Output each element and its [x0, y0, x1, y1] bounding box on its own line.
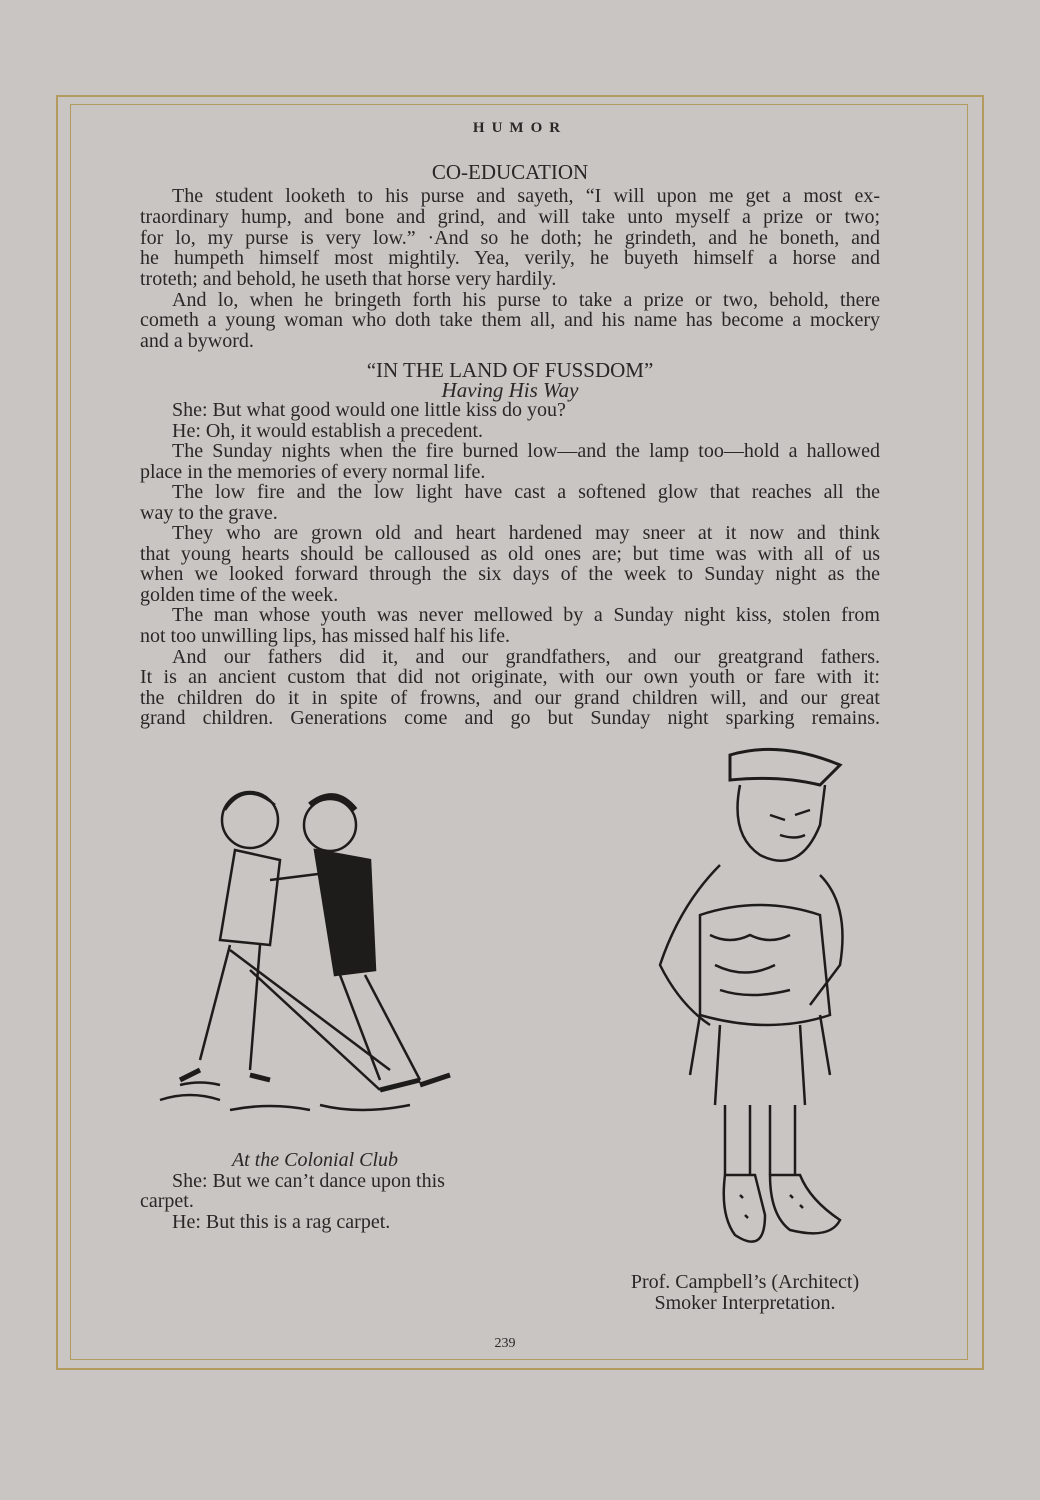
text-line: The low fire and the low light have cast a softened glow that reaches all the	[172, 481, 880, 503]
text-line: And lo, when he bringeth forth his purse to take a prize or two, behold, there	[172, 289, 880, 311]
text-line: not too unwilling lips, has missed half his life.	[140, 625, 510, 647]
text-line: traordinary hump, and bone and grind, and will take unto myself a prize or two;	[140, 206, 880, 228]
page-number: 239	[494, 1336, 516, 1351]
dancing-couple-illustration	[140, 770, 500, 1130]
cartoon-left-caption-line: She: But we can’t dance upon this	[172, 1170, 445, 1192]
cartoon-right-caption-line: Prof. Campbell’s (Architect)	[630, 1271, 860, 1293]
text-line: The Sunday nights when the fire burned low—and the lamp too—hold a hallowed	[172, 440, 880, 462]
text-line: cometh a young woman who doth take them all, and his name has become a mockery	[140, 309, 880, 331]
cartoon-right-caption-line: Smoker Interpretation.	[654, 1292, 836, 1314]
text-line: The student looketh to his purse and sayeth, “I will upon me get a most ex-	[172, 185, 880, 207]
section-title-fussdom: “IN THE LAND OF FUSSDOM”	[366, 358, 654, 382]
text-line: when we looked forward through the six days of the week to Sunday night as the	[140, 563, 880, 585]
cartoon-left-title: At the Colonial Club	[231, 1149, 399, 1171]
cartoon-left-caption-line: He: But this is a rag carpet.	[172, 1211, 391, 1233]
professor-illustration	[630, 735, 870, 1265]
running-header: HUMOR	[472, 120, 568, 136]
text-line: grand children. Generations come and go but Sunday night sparking remains.	[140, 707, 880, 729]
text-line: he humpeth himself most mightily. Yea, verily, he buyeth himself a horse and	[140, 247, 880, 269]
cartoon-left-caption-line: carpet.	[140, 1190, 194, 1212]
text-line: golden time of the week.	[140, 584, 339, 606]
text-line: She: But what good would one little kiss do you?	[172, 399, 566, 421]
section-title-coeducation: CO-EDUCATION	[431, 160, 589, 184]
text-line: place in the memories of every normal life.	[140, 461, 486, 483]
text-line: troteth; and behold, he useth that horse very hardily.	[140, 268, 557, 290]
text-line: that young hearts should be calloused as old ones are; but time was with all of us	[140, 543, 880, 565]
section-subtitle: Having His Way	[441, 378, 579, 402]
text-line: The man whose youth was never mellowed by a Sunday night kiss, stolen from	[172, 604, 880, 626]
text-line: He: Oh, it would establish a precedent.	[172, 420, 484, 442]
text-line: for lo, my purse is very low.” ·And so he doth; he grindeth, and he boneth, and	[140, 227, 880, 249]
text-line: and a byword.	[140, 330, 254, 352]
text-line: They who are grown old and heart hardened may sneer at it now and think	[172, 522, 880, 544]
text-line: It is an ancient custom that did not originate, with our own youth or fare with it:	[140, 666, 880, 688]
text-line: And our fathers did it, and our grandfathers, and our greatgrand fathers.	[172, 646, 880, 668]
text-line: the children do it in spite of frowns, and our grand children will, and our great	[140, 687, 880, 709]
text-line: way to the grave.	[140, 502, 278, 524]
